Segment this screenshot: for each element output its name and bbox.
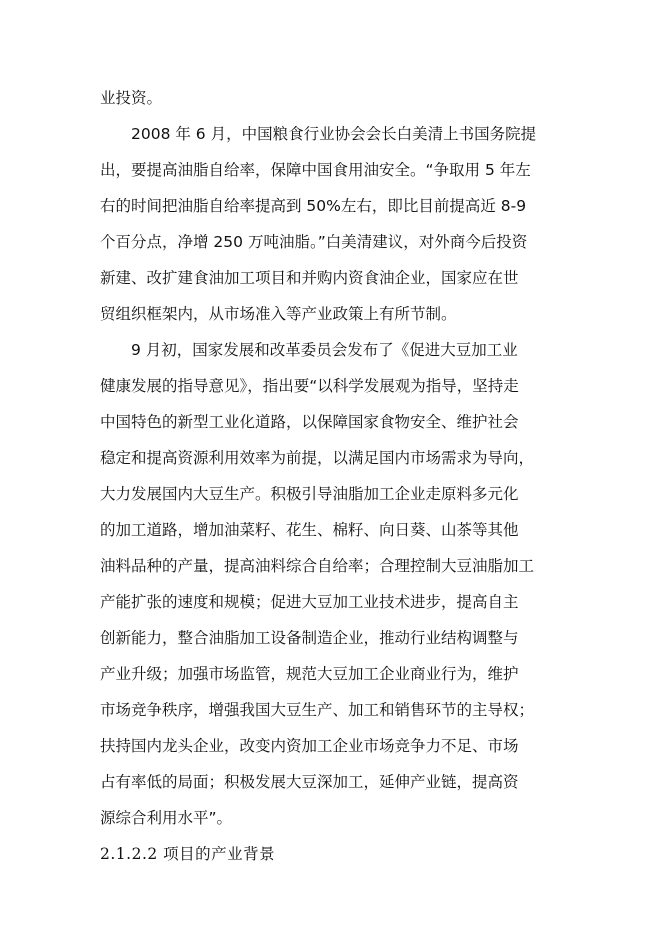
paragraph-line: 大力发展国内大豆生产。积极引导油脂加工企业走原料多元化 [100, 485, 519, 503]
paragraph-line: 市场竞争秩序，增强我国大豆生产、加工和销售环节的主导权； [100, 701, 535, 719]
paragraph-line: 出，要提高油脂自给率，保障中国食用油安全。“争取用 5 年左 [100, 161, 531, 179]
paragraph-line: 新建、改扩建食油加工项目和并购内资食油企业，国家应在世 [100, 269, 519, 287]
paragraph-line: 业投资。 [100, 89, 163, 107]
paragraph-line: 中国特色的新型工业化道路，以保障国家食物安全、维护社会 [100, 413, 519, 431]
paragraph-line: 2008 年 6 月，中国粮食行业协会会长白美清上书国务院提 [131, 125, 537, 143]
paragraph-line: 贸组织框架内，从市场准入等产业政策上有所节制。 [100, 305, 457, 323]
paragraph-line: 右的时间把油脂自给率提高到 50%左右，即比目前提高近 8-9 [100, 197, 527, 215]
paragraph-line: 产业升级；加强市场监管，规范大豆加工企业商业行为，维护 [100, 665, 519, 683]
paragraph-line: 占有率低的局面；积极发展大豆深加工，延伸产业链，提高资 [100, 773, 519, 791]
paragraph-line: 油料品种的产量，提高油料综合自给率；合理控制大豆油脂加工 [100, 557, 535, 575]
paragraph-line: 扶持国内龙头企业，改变内资加工企业市场竞争力不足、市场 [100, 737, 519, 755]
paragraph-line: 9 月初，国家发展和改革委员会发布了《促进大豆加工业 [131, 341, 518, 359]
paragraph-line: 源综合利用水平”。 [100, 809, 233, 827]
paragraph-line: 稳定和提高资源利用效率为前提，以满足国内市场需求为导向， [100, 449, 535, 467]
paragraph-line: 产能扩张的速度和规模；促进大豆加工业技术进步，提高自主 [100, 593, 519, 611]
paragraph-line: 创新能力，整合油脂加工设备制造企业，推动行业结构调整与 [100, 629, 519, 647]
paragraph-line: 的加工道路，增加油菜籽、花生、棉籽、向日葵、山茶等其他 [100, 521, 519, 539]
section-heading: 2.1.2.2 项目的产业背景 [100, 845, 276, 863]
paragraph-line: 健康发展的指导意见》，指出要“以科学发展观为指导，坚持走 [100, 377, 519, 395]
paragraph-line: 个百分点，净增 250 万吨油脂。”白美清建议，对外商今后投资 [100, 233, 528, 251]
